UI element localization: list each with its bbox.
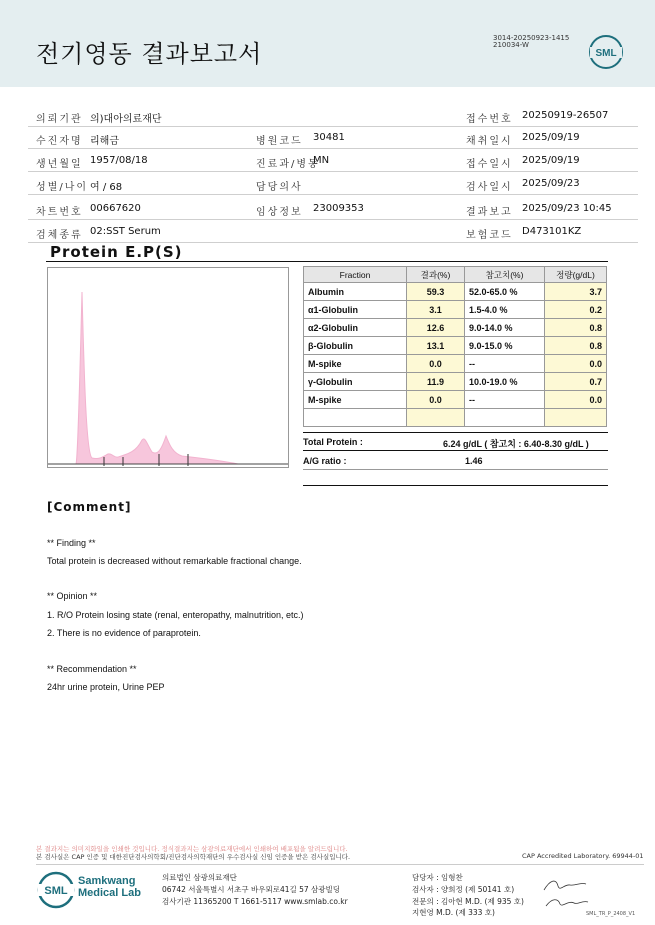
header-fraction: Fraction bbox=[304, 267, 407, 283]
ag-ratio-row bbox=[303, 456, 608, 466]
table-row bbox=[304, 337, 607, 355]
fraction-table bbox=[303, 266, 607, 427]
divider bbox=[46, 261, 608, 262]
info-label: 접수번호 bbox=[466, 114, 513, 125]
info-value: 30481 bbox=[313, 132, 345, 143]
info-value: 02:SST Serum bbox=[90, 226, 161, 237]
fraction-quantity: 0.8 bbox=[545, 319, 607, 337]
info-label: 병원코드 bbox=[256, 136, 303, 147]
total-protein-value: 6.24 g/dL ( 참고치 : 6.40-8.30 g/dL ) bbox=[443, 439, 589, 449]
info-value: 2025/09/19 bbox=[522, 155, 580, 166]
info-label: 검사일시 bbox=[466, 182, 513, 193]
fraction-name: γ-Globulin bbox=[304, 373, 407, 391]
staff-line: 지현영 M.D. (제 333 호) bbox=[412, 908, 495, 917]
table-row bbox=[304, 283, 607, 301]
table-row bbox=[304, 355, 607, 373]
fraction-quantity: 0.8 bbox=[545, 337, 607, 355]
fraction-reference: 1.5-4.0 % bbox=[465, 301, 545, 319]
info-label: 차트번호 bbox=[36, 207, 83, 218]
sml-logo bbox=[588, 34, 624, 70]
table-row bbox=[304, 373, 607, 391]
fraction-quantity: 0.0 bbox=[545, 391, 607, 409]
table-row bbox=[304, 409, 607, 427]
info-value: 2025/09/23 10:45 bbox=[522, 203, 612, 214]
fraction-name bbox=[304, 409, 407, 427]
staff-line: 전문의 : 김아현 M.D. (제 935 호) bbox=[412, 897, 524, 906]
info-value: D473101KZ bbox=[522, 226, 582, 237]
certification-note: 본 검사실은 CAP 인증 및 대한진단검사의학회/진단검사의학재단의 우수검사실 신임 인증을 받은 검사실입니다. bbox=[36, 853, 351, 861]
fraction-result bbox=[407, 409, 465, 427]
fraction-result: 0.0 bbox=[407, 391, 465, 409]
info-value: 00667620 bbox=[90, 203, 141, 214]
info-value: 1957/08/18 bbox=[90, 155, 148, 166]
info-row bbox=[28, 149, 638, 172]
info-label: 채취일시 bbox=[466, 136, 513, 147]
fraction-quantity: 0.7 bbox=[545, 373, 607, 391]
fraction-result: 11.9 bbox=[407, 373, 465, 391]
fraction-result: 13.1 bbox=[407, 337, 465, 355]
info-label: 의뢰기관 bbox=[36, 114, 83, 125]
comment-line: 1. R/O Protein losing state (renal, enteropathy, malnutrition, etc.) bbox=[47, 610, 304, 620]
ag-ratio-value: 1.46 bbox=[465, 456, 483, 466]
brand-name: Samkwang Medical Lab bbox=[78, 875, 141, 899]
svg-text:SML: SML bbox=[44, 885, 68, 897]
fraction-name: M-spike bbox=[304, 355, 407, 373]
svg-text:SML: SML bbox=[595, 48, 617, 59]
section-title: Protein E.P(S) bbox=[50, 243, 183, 261]
info-label: 접수일시 bbox=[466, 159, 513, 170]
form-code: SML_TR_P_2408_V1 bbox=[586, 911, 636, 917]
fraction-name: M-spike bbox=[304, 391, 407, 409]
electrophoresis-graph bbox=[47, 267, 289, 468]
divider bbox=[303, 485, 608, 486]
divider bbox=[36, 864, 644, 865]
info-row bbox=[28, 197, 638, 220]
fraction-reference: 52.0-65.0 % bbox=[465, 283, 545, 301]
fraction-name: α2-Globulin bbox=[304, 319, 407, 337]
fraction-quantity bbox=[545, 409, 607, 427]
info-label: 진료과/병동 bbox=[256, 159, 320, 170]
fraction-reference: -- bbox=[465, 391, 545, 409]
fraction-reference: 9.0-14.0 % bbox=[465, 319, 545, 337]
info-value: 의)대아의료재단 bbox=[90, 114, 162, 125]
comment-line: 2. There is no evidence of paraprotein. bbox=[47, 628, 201, 638]
divider bbox=[303, 432, 608, 433]
staff-line: 검사자 : 양희정 (제 50141 호) bbox=[412, 885, 515, 894]
info-value: 리해금 bbox=[90, 136, 119, 147]
fraction-quantity: 3.7 bbox=[545, 283, 607, 301]
fraction-name: α1-Globulin bbox=[304, 301, 407, 319]
info-value: 23009353 bbox=[313, 203, 364, 214]
signature bbox=[540, 876, 592, 912]
info-row bbox=[28, 126, 638, 149]
info-label: 담당의사 bbox=[256, 182, 303, 193]
ag-ratio-label: A/G ratio : bbox=[303, 456, 347, 466]
comment-line: ** Recommendation ** bbox=[47, 664, 137, 674]
address-line: 검사기관 11365200 T 1661-5117 www.smlab.co.kr bbox=[162, 897, 348, 906]
table-row bbox=[304, 319, 607, 337]
info-row bbox=[28, 220, 638, 243]
comment-line: ** Finding ** bbox=[47, 538, 96, 548]
info-label: 생년월일 bbox=[36, 159, 83, 170]
info-row bbox=[28, 104, 638, 127]
samkwang-logo bbox=[36, 870, 76, 910]
divider bbox=[303, 469, 608, 470]
header-reference: 참고치(%) bbox=[465, 267, 545, 283]
table-header-row bbox=[304, 267, 607, 283]
divider bbox=[303, 450, 608, 451]
fraction-result: 59.3 bbox=[407, 283, 465, 301]
comment-title: [Comment] bbox=[47, 500, 132, 514]
fraction-result: 0.0 bbox=[407, 355, 465, 373]
table-row bbox=[304, 391, 607, 409]
total-protein-label: Total Protein : bbox=[303, 437, 363, 447]
document-id: 3014-20250923-1415 210034-W bbox=[493, 34, 570, 49]
total-protein-row bbox=[303, 437, 608, 447]
header-result: 결과(%) bbox=[407, 267, 465, 283]
address-line: 06742 서울특별시 서초구 바우뫼로41길 57 삼광빌딩 bbox=[162, 885, 341, 894]
comment-line: Total protein is decreased without remarkable fractional change. bbox=[47, 556, 302, 566]
info-label: 수진자명 bbox=[36, 136, 83, 147]
header-quantity: 정량(g/dL) bbox=[545, 267, 607, 283]
fraction-name: β-Globulin bbox=[304, 337, 407, 355]
fraction-reference: 10.0-19.0 % bbox=[465, 373, 545, 391]
table-row bbox=[304, 301, 607, 319]
fraction-result: 3.1 bbox=[407, 301, 465, 319]
info-label: 보험코드 bbox=[466, 230, 513, 241]
report-header bbox=[0, 0, 655, 87]
print-notice: 본 결과지는 의미지화일을 인쇄한 것입니다. 정식결과지는 삼광의료재단에서 인쇄하여 배포됨을 알려드립니다. bbox=[36, 845, 348, 853]
fraction-quantity: 0.0 bbox=[545, 355, 607, 373]
info-value: 20250919-26507 bbox=[522, 110, 609, 121]
info-value: 여 / 68 bbox=[90, 182, 123, 193]
fraction-quantity: 0.2 bbox=[545, 301, 607, 319]
info-label: 결과보고 bbox=[466, 207, 513, 218]
info-label: 검체종류 bbox=[36, 230, 83, 241]
info-label: 성별/나이 bbox=[36, 182, 89, 193]
fraction-result: 12.6 bbox=[407, 319, 465, 337]
comment-line: ** Opinion ** bbox=[47, 591, 98, 601]
report-title: 전기영동 결과보고서 bbox=[36, 40, 263, 68]
staff-line: 담당자 : 임형찬 bbox=[412, 873, 463, 882]
cap-accreditation: CAP Accredited Laboratory. 69944-01 bbox=[522, 852, 644, 860]
info-label: 임상정보 bbox=[256, 207, 303, 218]
info-row bbox=[28, 172, 638, 195]
fraction-reference bbox=[465, 409, 545, 427]
info-value: MN bbox=[313, 155, 330, 166]
info-value: 2025/09/19 bbox=[522, 132, 580, 143]
comment-line: 24hr urine protein, Urine PEP bbox=[47, 682, 165, 692]
address-line: 의료법인 삼광의료재단 bbox=[162, 873, 237, 882]
fraction-reference: -- bbox=[465, 355, 545, 373]
fraction-reference: 9.0-15.0 % bbox=[465, 337, 545, 355]
fraction-name: Albumin bbox=[304, 283, 407, 301]
info-value: 2025/09/23 bbox=[522, 178, 580, 189]
electrophoresis-curve bbox=[48, 268, 288, 467]
